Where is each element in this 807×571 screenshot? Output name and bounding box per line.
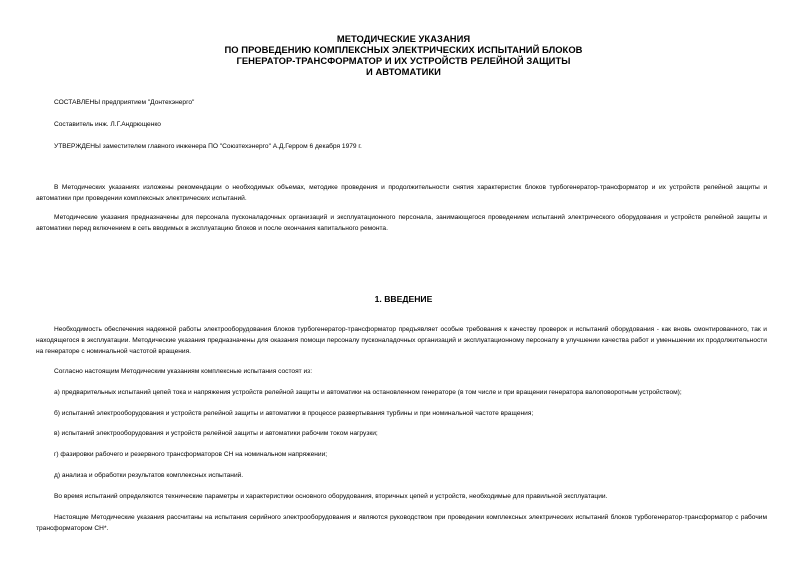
intro-paragraph-1: В Методических указаниях изложены рекомендации о необходимых объемах, методике проведения и продолжительности снятия характеристик блоков турбогенератор-трансформатор и их устройств релейной защиты и автоматики при проведении комплексных электрических испытаний.: [36, 184, 767, 202]
title-line-4: И АВТОМАТИКИ: [366, 66, 441, 77]
list-item: а) предварительных испытаний цепей тока и напряжения устройств релейной защиты и автоматики на остановленном генераторе (в том числе и при вращении генератора валоповоротным устройством);: [54, 389, 682, 396]
title-line-1: МЕТОДИЧЕСКИЕ УКАЗАНИЯ: [336, 33, 471, 44]
compiled-by: СОСТАВЛЕНЫ предприятием "Донтехэнерго": [54, 99, 195, 106]
section-paragraph-3: Во время испытаний определяются технические параметры и характеристики основного оборудования, вторичных цепей и устройств, необходимые для правильной эксплуатации.: [54, 493, 608, 500]
section-paragraph-1: Необходимость обеспечения надежной работы электрооборудования блоков турбогенератор-трансформатор предъявляет особые требования к качеству проверок и испытаний оборудования - как вновь смонтированного, так и находящегося в эксплуатации. Методические указания предназначены для оказания помощи персоналу пусконаладочных организаций и эксплуатационному персоналу в улучшении качества работ и уменьшении их продолжительности на генераторе с номинальной частотой вращения.: [36, 326, 767, 355]
approved-by: УТВЕРЖДЕНЫ заместителем главного инженера ПО "Союзтехэнерго" А.Д.Герром 6 декабря 1979 г.: [54, 143, 362, 150]
document-title: [0, 33, 807, 77]
section-paragraph-4: Настоящие Методические указания рассчитаны на испытания серийного электрооборудования и являются руководством при проведении комплексных электрических испытаний блоков турбогенератор-трансформатор с рабочим трансформатором СН*.: [36, 514, 767, 532]
section-paragraph-2: Согласно настоящим Методическим указаниям комплексные испытания состоят из:: [54, 368, 313, 375]
title-line-3: ГЕНЕРАТОР-ТРАНСФОРМАТОР И ИХ УСТРОЙСТВ РЕЛЕЙНОЙ ЗАЩИТЫ: [236, 55, 571, 66]
intro-paragraph-2: Методические указания предназначены для персонала пусконаладочных организаций и эксплуатационного персонала, занимающегося проведением испытаний электрического оборудования и устройств релейной защиты и автоматики перед включением в сеть вводимых в эксплуатацию блоков и после окончания капитального ремонта.: [36, 214, 767, 232]
list-item: г) фазировки рабочего и резервного трансформаторов СН на номинальном напряжении;: [54, 451, 328, 458]
list-item: в) испытаний электрооборудования и устройств релейной защиты и автоматики рабочим током нагрузки;: [54, 430, 378, 437]
title-line-2: ПО ПРОВЕДЕНИЮ КОМПЛЕКСНЫХ ЭЛЕКТРИЧЕСКИХ ИСПЫТАНИЙ БЛОКОВ: [224, 44, 583, 55]
list-item: д) анализа и обработки результатов комплексных испытаний.: [54, 472, 244, 479]
list-item: б) испытаний электрооборудования и устройств релейной защиты и автоматики в процессе развертывания турбины и при номинальной частоте вращения;: [54, 410, 534, 417]
section-heading: 1. ВВЕДЕНИЕ: [374, 294, 433, 304]
author: Составитель инж. Л.Г.Андрющенко: [54, 121, 161, 128]
